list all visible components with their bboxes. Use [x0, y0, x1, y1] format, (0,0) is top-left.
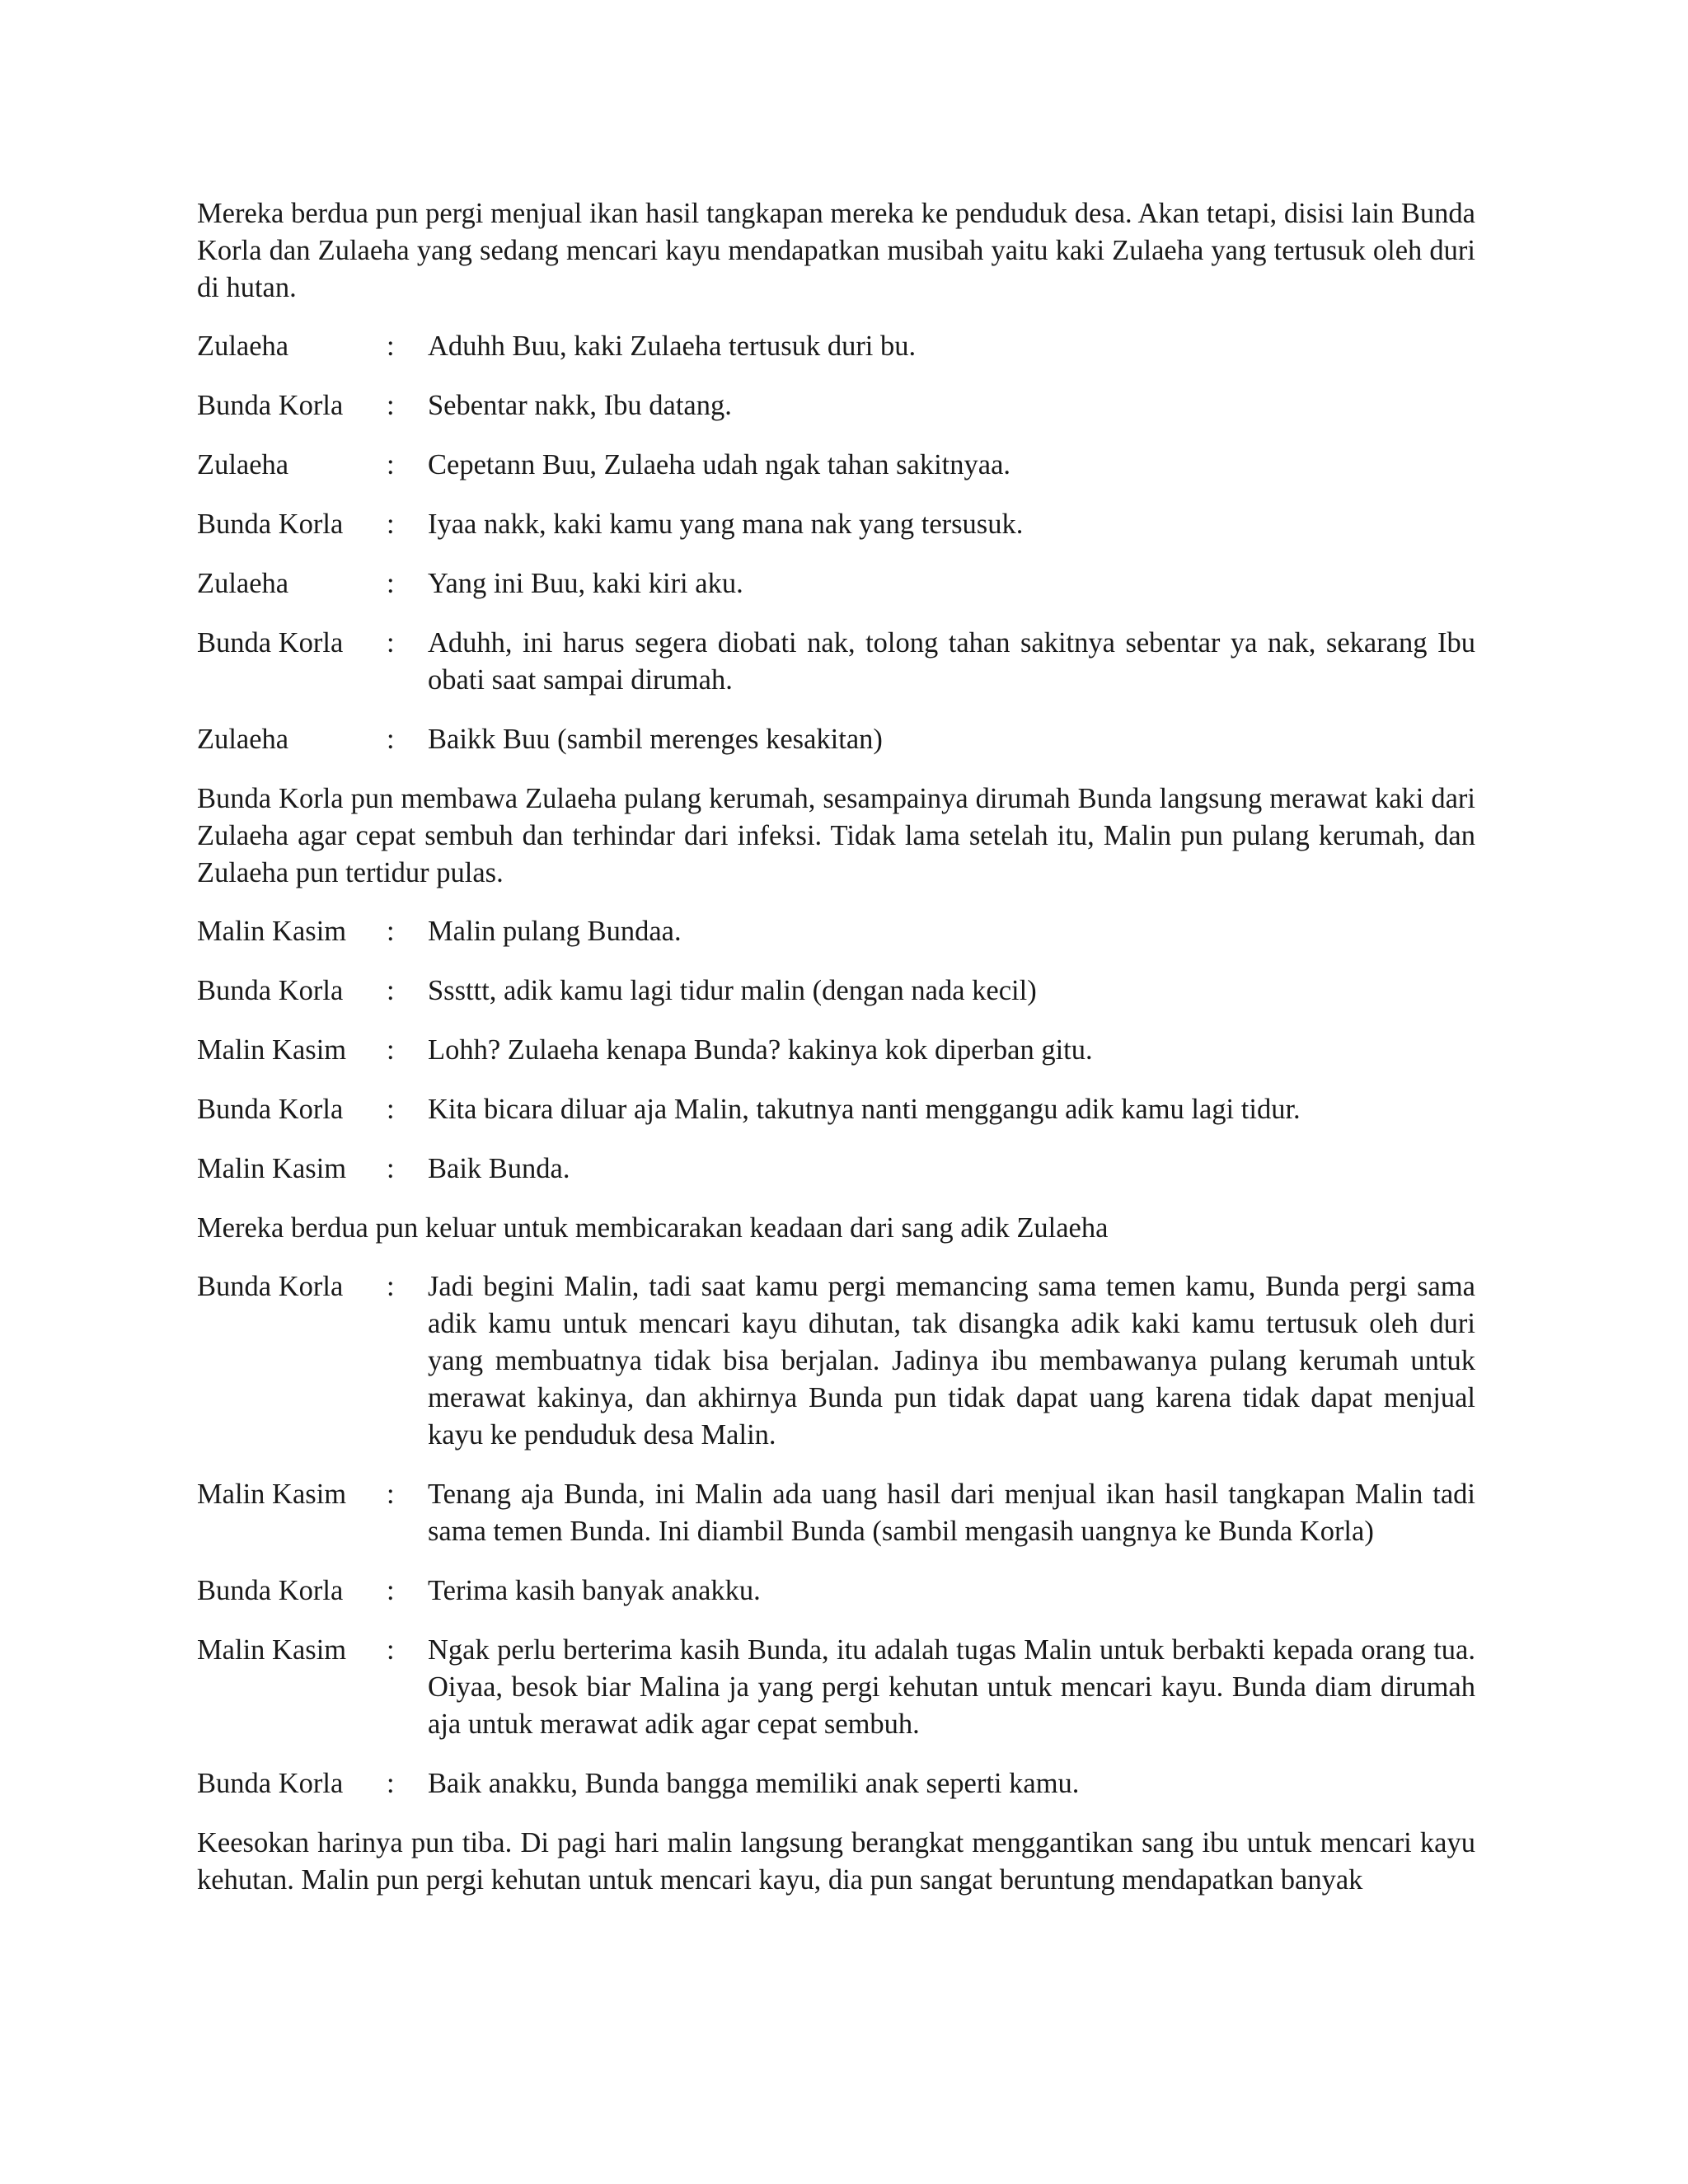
- dialogue-line: [197, 721, 1475, 758]
- dialogue-line: [197, 1572, 1475, 1610]
- dialogue-line: [197, 506, 1475, 543]
- dialogue-line: [197, 913, 1475, 950]
- speaker-separator: :: [387, 1034, 395, 1066]
- speaker-separator: :: [387, 568, 395, 599]
- speaker-name: Zulaeha: [197, 724, 289, 755]
- speaker-name: Bunda Korla: [197, 1768, 344, 1799]
- speaker-name: Bunda Korla: [197, 509, 344, 540]
- speaker-name: Bunda Korla: [197, 1575, 344, 1606]
- dialogue-text: Jadi begini Malin, tadi saat kamu pergi memancing sama temen kamu, Bunda pergi sama adik kamu untuk mencari kayu dihutan, tak disangka adik kaki kamu tertusuk oleh duri yang membuatnya tidak bisa berjalan. Jadinya ibu membawanya pulang kerumah untuk merawat kakinya, dan akhirnya Bunda pun tidak dapat uang karena tidak dapat menjual kayu ke penduduk desa Malin.: [428, 1271, 1475, 1451]
- dialogue-line: [197, 1632, 1475, 1743]
- dialogue-text: Baik Bunda.: [428, 1153, 570, 1184]
- speaker-separator: :: [387, 1634, 395, 1666]
- speaker-name: Malin Kasim: [197, 916, 347, 947]
- dialogue-text: Yang ini Buu, kaki kiri aku.: [428, 568, 743, 599]
- speaker-name: Bunda Korla: [197, 1271, 344, 1302]
- dialogue-line: [197, 565, 1475, 602]
- dialogue-line: [197, 972, 1475, 1010]
- dialogue-line: [197, 387, 1475, 424]
- speaker-name: Bunda Korla: [197, 975, 344, 1006]
- narration-paragraph: Mereka berdua pun keluar untuk membicarakan keadaan dari sang adik Zulaeha: [197, 1212, 1109, 1244]
- dialogue-text: Lohh? Zulaeha kenapa Bunda? kakinya kok diperban gitu.: [428, 1034, 1093, 1066]
- narration-paragraph: Mereka berdua pun pergi menjual ikan hasil tangkapan mereka ke penduduk desa. Akan tetapi, disisi lain Bunda Korla dan Zulaeha yang sedang mencari kayu mendapatkan musibah yaitu kaki Zulaeha yang tertusuk oleh duri di hutan.: [197, 198, 1475, 303]
- dialogue-text: Aduhh Buu, kaki Zulaeha tertusuk duri bu.: [428, 330, 917, 362]
- dialogue-line: [197, 1032, 1475, 1069]
- speaker-separator: :: [387, 330, 395, 362]
- speaker-name: Bunda Korla: [197, 390, 344, 421]
- dialogue-text: Tenang aja Bunda, ini Malin ada uang hasil dari menjual ikan hasil tangkapan Malin tadi sama temen Bunda. Ini diambil Bunda (sambil mengasih uangnya ke Bunda Korla): [428, 1479, 1475, 1547]
- dialogue-text: Terima kasih banyak anakku.: [428, 1575, 761, 1606]
- dialogue-text: Ngak perlu berterima kasih Bunda, itu adalah tugas Malin untuk berbakti kepada orang tua. Oiyaa, besok biar Malina ja yang pergi kehutan untuk mencari kayu. Bunda diam dirumah aja untuk merawat adik agar cepat sembuh.: [428, 1634, 1475, 1740]
- dialogue-text: Baik anakku, Bunda bangga memiliki anak seperti kamu.: [428, 1768, 1080, 1799]
- speaker-separator: :: [387, 1575, 395, 1606]
- document-page: [197, 195, 1475, 1920]
- dialogue-text: Malin pulang Bundaa.: [428, 916, 682, 947]
- speaker-separator: :: [387, 1479, 395, 1510]
- dialogue-line: [197, 1268, 1475, 1454]
- dialogue-line: [197, 328, 1475, 365]
- speaker-separator: :: [387, 916, 395, 947]
- dialogue-text: Sebentar nakk, Ibu datang.: [428, 390, 732, 421]
- speaker-name: Malin Kasim: [197, 1034, 347, 1066]
- speaker-separator: :: [387, 509, 395, 540]
- speaker-separator: :: [387, 390, 395, 421]
- narration-paragraph: Bunda Korla pun membawa Zulaeha pulang kerumah, sesampainya dirumah Bunda langsung merawat kaki dari Zulaeha agar cepat sembuh dan terhindar dari infeksi. Tidak lama setelah itu, Malin pun pulang kerumah, dan Zulaeha pun tertidur pulas.: [197, 783, 1475, 888]
- dialogue-text: Baikk Buu (sambil merenges kesakitan): [428, 724, 883, 755]
- speaker-name: Malin Kasim: [197, 1634, 347, 1666]
- dialogue-text: Cepetann Buu, Zulaeha udah ngak tahan sakitnyaa.: [428, 449, 1011, 480]
- dialogue-text: Sssttt, adik kamu lagi tidur malin (dengan nada kecil): [428, 975, 1037, 1006]
- dialogue-line: [197, 1476, 1475, 1550]
- speaker-separator: :: [387, 1153, 395, 1184]
- narration-paragraph: Keesokan harinya pun tiba. Di pagi hari malin langsung berangkat menggantikan sang ibu untuk mencari kayu kehutan. Malin pun pergi kehutan untuk mencari kayu, dia pun sangat beruntung mendapatkan banyak: [197, 1827, 1475, 1896]
- speaker-name: Zulaeha: [197, 330, 289, 362]
- dialogue-line: [197, 1151, 1475, 1188]
- speaker-separator: :: [387, 1271, 395, 1302]
- dialogue-line: [197, 1091, 1475, 1128]
- dialogue-line: [197, 1765, 1475, 1802]
- dialogue-line: [197, 447, 1475, 484]
- dialogue-text: Kita bicara diluar aja Malin, takutnya nanti menggangu adik kamu lagi tidur.: [428, 1094, 1301, 1125]
- speaker-name: Malin Kasim: [197, 1479, 347, 1510]
- speaker-name: Malin Kasim: [197, 1153, 347, 1184]
- dialogue-text: Aduhh, ini harus segera diobati nak, tolong tahan sakitnya sebentar ya nak, sekarang Ibu obati saat sampai dirumah.: [428, 627, 1475, 696]
- speaker-name: Zulaeha: [197, 568, 289, 599]
- speaker-separator: :: [387, 724, 395, 755]
- speaker-name: Zulaeha: [197, 449, 289, 480]
- speaker-separator: :: [387, 1768, 395, 1799]
- speaker-separator: :: [387, 449, 395, 480]
- speaker-separator: :: [387, 975, 395, 1006]
- dialogue-line: [197, 625, 1475, 699]
- speaker-separator: :: [387, 1094, 395, 1125]
- speaker-name: Bunda Korla: [197, 1094, 344, 1125]
- dialogue-text: Iyaa nakk, kaki kamu yang mana nak yang tersusuk.: [428, 509, 1024, 540]
- speaker-name: Bunda Korla: [197, 627, 344, 658]
- speaker-separator: :: [387, 627, 395, 658]
